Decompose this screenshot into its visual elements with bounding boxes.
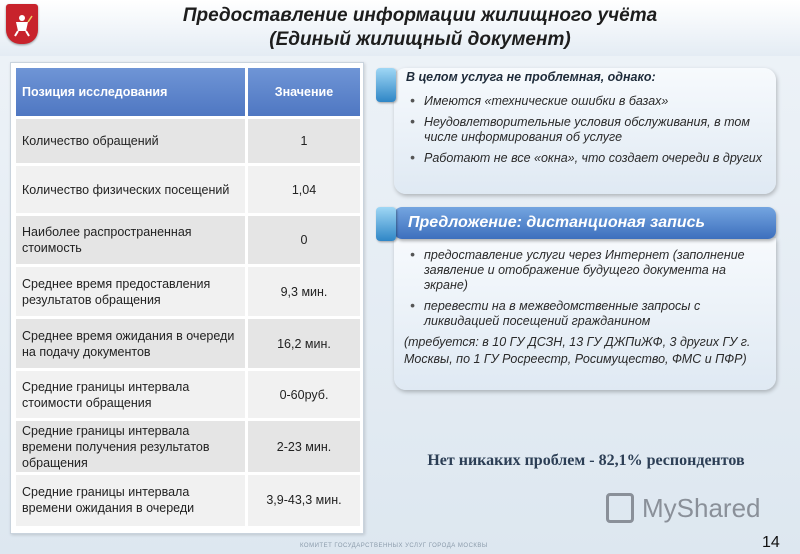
moscow-coat-of-arms-icon [6, 4, 38, 44]
row-value: 1,04 [247, 165, 361, 215]
research-table-panel [10, 62, 364, 534]
table-row [16, 318, 360, 370]
title-line-2: (Единый жилищный документ) [269, 29, 571, 50]
table-row [16, 215, 360, 266]
row-value: 2-23 мин. [247, 420, 361, 474]
bullet-dot-icon: • [410, 113, 415, 129]
list-item [408, 94, 770, 109]
myshared-logo-icon [606, 493, 634, 523]
page-number: 14 [762, 534, 780, 551]
table-row [16, 370, 360, 420]
row-value: 0 [247, 215, 361, 266]
row-value: 1 [247, 118, 361, 165]
bullet-dot-icon: • [410, 297, 415, 313]
requirements-note: (требуется: в 10 ГУ ДСЗН, 13 ГУ ДЖПиЖФ, 3 других ГУ г. Москвы, по 1 ГУ Росреестр, Росимущество, ФМС и ПФР) [404, 335, 751, 366]
bullet-dot-icon: • [410, 149, 415, 165]
row-value: 0-60руб. [247, 370, 361, 420]
watermark [606, 490, 761, 526]
row-label: Количество физических посещений [16, 165, 247, 215]
proposal-list [408, 248, 770, 329]
row-value: 16,2 мин. [247, 318, 361, 370]
table-row [16, 165, 360, 215]
list-item-text: Неудовлетворительные условия обслуживания, в том числе информирования об услуге [424, 115, 750, 144]
list-item-text: Имеются «технические ошибки в базах» [424, 94, 669, 108]
footer-text: КОМИТЕТ ГОСУДАРСТВЕННЫХ УСЛУГ ГОРОДА МОСКВЫ [300, 543, 488, 549]
row-label: Средние границы интервала времени ожидания в очереди [16, 474, 247, 526]
row-label: Средние границы интервала стоимости обращения [16, 370, 247, 420]
list-item-text: перевести на в межведомственные запросы с ликвидацией посещений гражданином [424, 299, 701, 328]
title-line-1: Предоставление информации жилищного учёта [182, 5, 658, 26]
summary-text: Нет никаких проблем - 82,1% респондентов [427, 452, 745, 469]
research-table [16, 68, 360, 526]
list-item [408, 299, 770, 329]
row-label: Наиболее распространенная стоимость [16, 215, 247, 266]
blue-tab-icon [376, 207, 396, 241]
blue-tab-icon [376, 68, 396, 102]
findings-heading: В целом услуга не проблемная, однако: [406, 70, 656, 84]
table-header-row [16, 68, 360, 118]
list-item [408, 115, 770, 145]
row-value: 3,9-43,3 мин. [247, 474, 361, 526]
bullet-dot-icon: • [410, 92, 415, 108]
column-header-value: Значение [247, 68, 361, 118]
table-row [16, 266, 360, 318]
row-label: Среднее время ожидания в очереди на подачу документов [16, 318, 247, 370]
table-row [16, 474, 360, 526]
row-label: Среднее время предоставления результатов обращения [16, 266, 247, 318]
proposal-heading: Предложение: дистанционая запись [394, 207, 776, 239]
list-item-text: Работают не все «окна», что создает очереди в других [424, 151, 762, 165]
table-row [16, 118, 360, 165]
watermark-text: MyShared [642, 492, 761, 523]
table-row [16, 420, 360, 474]
column-header-position: Позиция исследования [16, 68, 247, 118]
row-label: Средние границы интервала времени получения результатов обращения [16, 420, 247, 474]
row-label: Количество обращений [16, 118, 247, 165]
bullet-dot-icon: • [410, 246, 415, 262]
list-item-text: предоставление услуги через Интернет (заполнение заявление и отображение будущего документа на экране) [424, 248, 745, 292]
list-item [408, 151, 770, 166]
slide-title [140, 4, 700, 52]
findings-list [408, 94, 770, 172]
list-item [408, 248, 770, 293]
row-value: 9,3 мин. [247, 266, 361, 318]
